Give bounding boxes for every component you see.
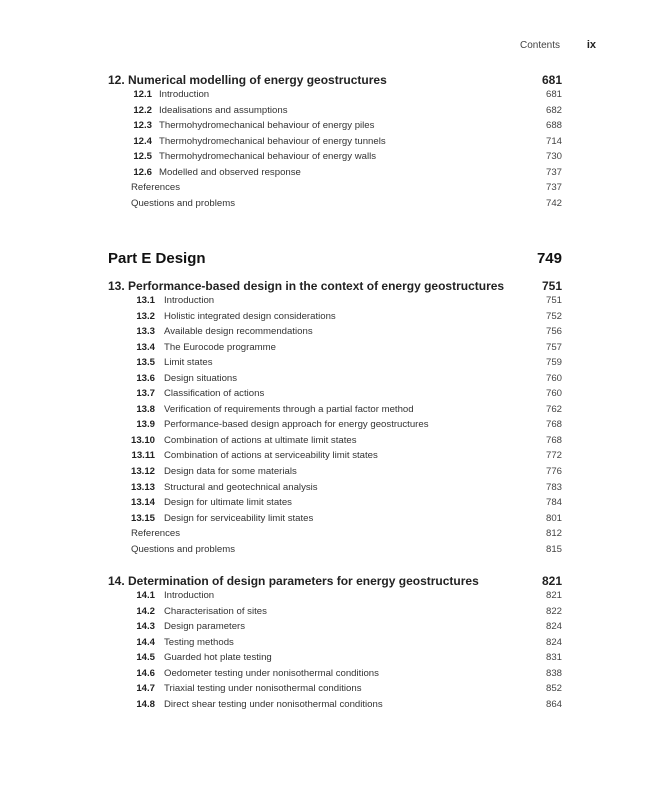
toc-entry[interactable]: [108, 136, 562, 152]
section-page: 762: [545, 403, 562, 415]
section-title: Design situations: [164, 372, 238, 384]
section-page: 831: [545, 652, 562, 664]
section-title: Testing methods: [164, 636, 234, 648]
toc-entry[interactable]: [108, 482, 562, 498]
section-title: Thermohydromechanical behaviour of energy walls: [159, 151, 377, 163]
toc-entry[interactable]: [108, 151, 562, 167]
section-page: 824: [545, 621, 562, 633]
toc-entry[interactable]: [108, 497, 562, 513]
toc-entry[interactable]: [108, 311, 562, 327]
toc-entry[interactable]: [108, 466, 562, 482]
toc-references[interactable]: [108, 182, 562, 198]
section-number: 14.3: [136, 621, 155, 633]
section-number: 13.8: [136, 403, 155, 415]
section-title: Combination of actions at serviceability limit states: [164, 450, 378, 462]
section-page: 752: [545, 310, 562, 322]
section-page: 772: [545, 450, 562, 462]
section-title: Design for serviceability limit states: [164, 512, 314, 524]
section-number: 14.7: [136, 683, 155, 695]
running-head: Contents: [519, 40, 560, 51]
toc-entry[interactable]: [108, 513, 562, 529]
chapter-title: 12. Numerical modelling of energy geostructures: [108, 73, 387, 87]
section-page: 730: [545, 151, 562, 163]
part-title: Part E Design: [108, 250, 206, 267]
section-title: Verification of requirements through a partial factor method: [164, 403, 414, 415]
references-page: 737: [545, 182, 562, 194]
chapter-heading[interactable]: [108, 73, 562, 89]
section-title: Introduction: [164, 295, 215, 306]
section-page: 784: [545, 497, 562, 509]
toc-entry[interactable]: [108, 326, 562, 342]
section-number: 14.8: [136, 698, 155, 710]
section-page: 852: [545, 683, 562, 695]
section-title: Thermohydromechanical behaviour of energy tunnels: [159, 135, 386, 147]
toc-entry[interactable]: [108, 699, 562, 715]
part-heading[interactable]: [108, 250, 562, 270]
toc-entry[interactable]: [108, 435, 562, 451]
chapter-12: [108, 73, 562, 213]
section-number: 13.7: [136, 388, 155, 400]
toc-entry[interactable]: [108, 342, 562, 358]
references-page: 812: [545, 528, 562, 540]
section-title: Design for ultimate limit states: [164, 497, 292, 509]
section-number: 12.6: [133, 166, 152, 178]
chapter-page: 681: [541, 73, 562, 87]
section-title: Triaxial testing under nonisothermal conditions: [164, 683, 362, 695]
section-page: 783: [545, 481, 562, 493]
toc-entry[interactable]: [108, 652, 562, 668]
part-page: 749: [536, 250, 562, 267]
chapter-heading[interactable]: [108, 279, 562, 295]
section-number: 12.4: [133, 135, 152, 147]
toc-entry[interactable]: [108, 590, 562, 606]
section-page: 681: [545, 89, 562, 100]
toc-entry[interactable]: [108, 388, 562, 404]
page-number: ix: [586, 39, 596, 51]
section-number: 13.12: [130, 466, 155, 478]
section-title: Performance-based design approach for energy geostructures: [164, 419, 429, 431]
toc-entry[interactable]: [108, 683, 562, 699]
chapter-page: 821: [541, 574, 562, 588]
section-page: 864: [545, 698, 562, 710]
references-title: References: [131, 182, 181, 194]
section-number: 13.13: [130, 481, 155, 493]
section-number: 13.3: [136, 326, 155, 338]
toc-references[interactable]: [108, 528, 562, 544]
running-header: [0, 40, 648, 54]
section-title: Idealisations and assumptions: [159, 104, 288, 116]
toc-entry[interactable]: [108, 373, 562, 389]
section-title: Guarded hot plate testing: [164, 652, 272, 664]
section-title: Limit states: [164, 357, 213, 369]
section-number: 14.4: [136, 636, 155, 648]
toc-entry[interactable]: [108, 167, 562, 183]
questions-page: 742: [545, 197, 562, 209]
section-number: 12.1: [133, 89, 152, 100]
section-title: Combination of actions at ultimate limit states: [164, 434, 357, 446]
section-number: 14.1: [136, 590, 155, 601]
section-title: Oedometer testing under nonisothermal conditions: [164, 667, 379, 679]
toc-entry[interactable]: [108, 450, 562, 466]
chapter-13: [108, 279, 562, 559]
toc-entry[interactable]: [108, 606, 562, 622]
section-number: 13.9: [136, 419, 155, 431]
section-title: Thermohydromechanical behaviour of energy piles: [159, 120, 375, 132]
section-page: 776: [545, 466, 562, 478]
section-number: 14.6: [136, 667, 155, 679]
section-number: 14.2: [136, 605, 155, 617]
section-number: 13.11: [131, 450, 155, 462]
section-title: The Eurocode programme: [164, 341, 276, 353]
toc-entry[interactable]: [108, 89, 562, 105]
chapter-14: [108, 574, 562, 714]
section-page: 737: [545, 166, 562, 178]
toc-entry[interactable]: [108, 637, 562, 653]
section-title: Available design recommendations: [164, 326, 313, 338]
chapter-title: 14. Determination of design parameters for energy geostructures: [108, 574, 479, 588]
toc-questions[interactable]: [108, 198, 562, 214]
section-title: Design data for some materials: [164, 466, 297, 478]
section-page: 824: [545, 636, 562, 648]
section-number: 12.5: [133, 151, 152, 163]
section-title: Direct shear testing under nonisothermal conditions: [164, 698, 383, 710]
section-page: 682: [545, 104, 562, 116]
section-page: 756: [545, 326, 562, 338]
section-number: 14.5: [136, 652, 155, 664]
section-page: 759: [545, 357, 562, 369]
section-number: 13.5: [136, 357, 155, 369]
section-title: Classification of actions: [164, 388, 265, 400]
toc-entry[interactable]: [108, 357, 562, 373]
toc-entry[interactable]: [108, 120, 562, 136]
section-page: 768: [545, 434, 562, 446]
toc-entry[interactable]: [108, 404, 562, 420]
section-title: Holistic integrated design considerations: [164, 310, 336, 322]
section-page: 688: [545, 120, 562, 132]
questions-page: 815: [545, 543, 562, 555]
section-title: Characterisation of sites: [164, 605, 267, 617]
section-title: Introduction: [164, 590, 215, 601]
section-title: Modelled and observed response: [159, 166, 301, 178]
section-page: 821: [545, 590, 562, 601]
section-page: 760: [545, 372, 562, 384]
section-number: 13.10: [130, 434, 155, 446]
section-page: 768: [545, 419, 562, 431]
toc-entry[interactable]: [108, 105, 562, 121]
section-number: 13.6: [136, 372, 155, 384]
toc-entry[interactable]: [108, 621, 562, 637]
section-number: 12.2: [133, 104, 152, 116]
questions-title: Questions and problems: [131, 543, 235, 555]
toc-questions[interactable]: [108, 544, 562, 560]
questions-title: Questions and problems: [131, 197, 235, 209]
toc-entry[interactable]: [108, 295, 562, 311]
chapter-page: 751: [541, 279, 562, 293]
section-page: 757: [545, 341, 562, 353]
section-page: 801: [545, 512, 562, 524]
section-number: 12.3: [133, 120, 152, 132]
section-number: 13.15: [130, 512, 155, 524]
section-page: 838: [545, 667, 562, 679]
section-number: 13.14: [130, 497, 155, 509]
section-title: Introduction: [159, 89, 210, 100]
chapter-heading[interactable]: [108, 574, 562, 590]
section-number: 13.4: [136, 341, 155, 353]
references-title: References: [131, 528, 181, 540]
section-title: Structural and geotechnical analysis: [164, 481, 318, 493]
toc-entry[interactable]: [108, 668, 562, 684]
section-page: 714: [545, 135, 562, 147]
chapter-title: 13. Performance-based design in the context of energy geostructures: [108, 279, 505, 293]
toc-entry[interactable]: [108, 419, 562, 435]
section-title: Design parameters: [164, 621, 246, 633]
section-number: 13.1: [136, 295, 155, 306]
section-page: 760: [545, 388, 562, 400]
section-page: 822: [545, 605, 562, 617]
section-number: 13.2: [136, 310, 155, 322]
section-page: 751: [545, 295, 562, 306]
